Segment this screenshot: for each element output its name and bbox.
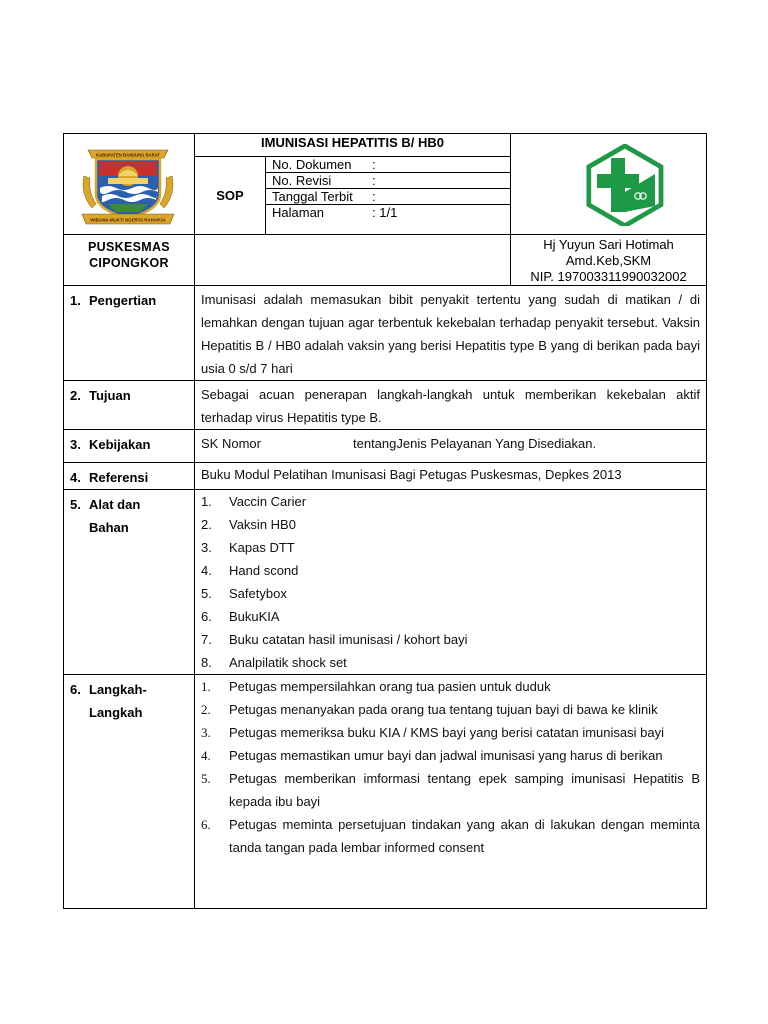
sk-nomor: SK Nomor — [201, 436, 261, 451]
sop-label: SOP — [195, 157, 266, 235]
list-item-number: 5. — [201, 771, 211, 786]
equipment-item — [201, 513, 700, 536]
kemenkes-logo — [537, 144, 677, 229]
section-label-langkah — [64, 675, 195, 909]
kemenkes-logo-cell — [511, 134, 707, 235]
section-number: 4. — [70, 470, 81, 485]
sop-document — [63, 133, 706, 909]
section-label-alat-bahan — [64, 490, 195, 675]
steps-list — [201, 675, 700, 859]
institution-name — [64, 235, 195, 286]
section-text-referensi: Buku Modul Pelatihan Imunisasi Bagi Petugas Puskesmas, Depkes 2013 — [195, 463, 707, 490]
meta-label: Halaman — [272, 205, 325, 220]
signatory-nip: NIP. 197003311990032002 — [530, 269, 687, 284]
section-text-tujuan: Sebagai acuan penerapan langkah-langkah untuk memberikan kekebalan aktif terhadap virus Hepatitis type B. — [195, 381, 707, 430]
step-item — [201, 721, 700, 744]
list-item-number: 3. — [201, 540, 212, 555]
meta-label: No. Revisi — [272, 173, 332, 188]
meta-halaman — [266, 205, 510, 220]
section-title-cont: Bahan — [89, 520, 129, 535]
list-item-number: 1. — [201, 494, 212, 509]
section-title: Referensi — [89, 470, 149, 485]
meta-no-dokumen — [266, 157, 510, 173]
section-text-kebijakan — [195, 430, 707, 463]
list-item-number: 5. — [201, 586, 212, 601]
equipment-item — [201, 559, 700, 582]
logo-motto-text: WIBAWA MUKTI NGERTA RAHARJA — [90, 217, 166, 223]
step-item — [201, 813, 700, 859]
section-label-tujuan — [64, 381, 195, 430]
meta-no-revisi — [266, 173, 510, 189]
sk-tentang: tentangJenis Pelayanan Yang Disediakan. — [353, 436, 597, 451]
section-title-cont: Langkah — [89, 705, 143, 720]
list-item-text: Analpilatik shock set — [229, 655, 347, 670]
list-item-text: Vaksin HB0 — [229, 517, 296, 532]
equipment-list — [201, 490, 700, 674]
list-item-text: Hand scond — [229, 563, 299, 578]
list-item-number: 4. — [201, 748, 211, 763]
section-title: Pengertian — [89, 293, 157, 308]
list-item-number: 2. — [201, 517, 212, 532]
equipment-item — [201, 536, 700, 559]
signatory-title: Amd.Keb,SKM — [565, 253, 652, 268]
step-item — [201, 744, 700, 767]
meta-label: Tanggal Terbit — [272, 189, 353, 204]
step-item — [201, 767, 700, 813]
section-number: 6. — [70, 682, 81, 697]
meta-value: : 1/1 — [372, 205, 398, 220]
list-item-text: Buku catatan hasil imunisasi / kohort bayi — [229, 632, 468, 647]
step-item — [201, 675, 700, 698]
section-list-alat-bahan — [195, 490, 707, 675]
institution-line-1: PUSKESMAS — [88, 240, 170, 254]
list-item-text: BukuKIA — [229, 609, 280, 624]
document-title: IMUNISASI HEPATITIS B/ HB0 — [195, 134, 511, 157]
section-title: Alat dan — [89, 497, 141, 512]
sop-table — [63, 133, 707, 909]
list-item-number: 4. — [201, 563, 212, 578]
list-item-number: 7. — [201, 632, 212, 647]
document-meta — [266, 157, 511, 235]
signatory-name: Hj Yuyun Sari Hotimah — [543, 237, 674, 252]
meta-value: : — [372, 157, 376, 172]
list-item-number: 2. — [201, 702, 211, 717]
step-item — [201, 698, 700, 721]
list-item-number: 6. — [201, 817, 211, 832]
section-label-referensi — [64, 463, 195, 490]
list-item-text: Petugas menanyakan pada orang tua tentang tujuan bayi di bawa ke klinik — [229, 702, 658, 717]
equipment-item — [201, 605, 700, 628]
section-title: Langkah- — [89, 682, 147, 697]
list-item-text: Safetybox — [229, 586, 287, 601]
equipment-item — [201, 490, 700, 513]
section-title: Kebijakan — [89, 437, 151, 452]
section-number: 2. — [70, 388, 81, 403]
list-item-number: 3. — [201, 725, 211, 740]
list-item-text: Kapas DTT — [229, 540, 295, 555]
section-text-pengertian: Imunisasi adalah memasukan bibit penyakit tertentu yang sudah di matikan / di lemahkan dengan tujuan agar terbentuk kekebalan terhadap penyakit tersebut. Vaksin Hepatitis B / HB0 adalah vaksin yang berisi Hepatitis type B yang di berikan pada bayi usia 0 s/d 7 hari — [195, 286, 707, 381]
list-item-number: 6. — [201, 609, 212, 624]
section-label-pengertian — [64, 286, 195, 381]
list-item-text: Petugas memeriksa buku KIA / KMS bayi yang berisi catatan imunisasi bayi — [229, 725, 664, 740]
meta-value: : — [372, 189, 376, 204]
list-item-text: Petugas memberikan imformasi tentang epek samping imunisasi Hepatitis B kepada ibu bayi — [229, 771, 701, 809]
institution-line-2: CIPONGKOR — [89, 256, 169, 270]
meta-tanggal-terbit — [266, 189, 510, 205]
list-item-text: Petugas memastikan umur bayi dan jadwal imunisasi yang harus di berikan — [229, 748, 663, 763]
regency-logo-cell — [64, 134, 195, 235]
signature-block — [511, 235, 707, 286]
section-number: 5. — [70, 497, 81, 512]
section-title: Tujuan — [89, 388, 131, 403]
meta-label: No. Dokumen — [272, 157, 352, 172]
list-item-text: Vaccin Carier — [229, 494, 307, 509]
list-item-text: Petugas meminta persetujuan tindakan yang akan di lakukan dengan meminta tanda tangan pada lembar informed consent — [229, 817, 701, 855]
blank-cell — [195, 235, 511, 286]
equipment-item — [201, 628, 700, 651]
list-item-number: 1. — [201, 679, 211, 694]
list-item-text: Petugas mempersilahkan orang tua pasien untuk duduk — [229, 679, 551, 694]
meta-value: : — [372, 173, 376, 188]
regency-logo — [78, 146, 178, 231]
section-label-kebijakan — [64, 430, 195, 463]
section-number: 3. — [70, 437, 81, 452]
logo-top-text: KABUPATEN BANDUNG BARAT — [96, 152, 160, 158]
equipment-item — [201, 582, 700, 605]
section-list-langkah — [195, 675, 707, 909]
list-item-number: 8. — [201, 655, 212, 670]
equipment-item — [201, 651, 700, 674]
section-number: 1. — [70, 293, 81, 308]
